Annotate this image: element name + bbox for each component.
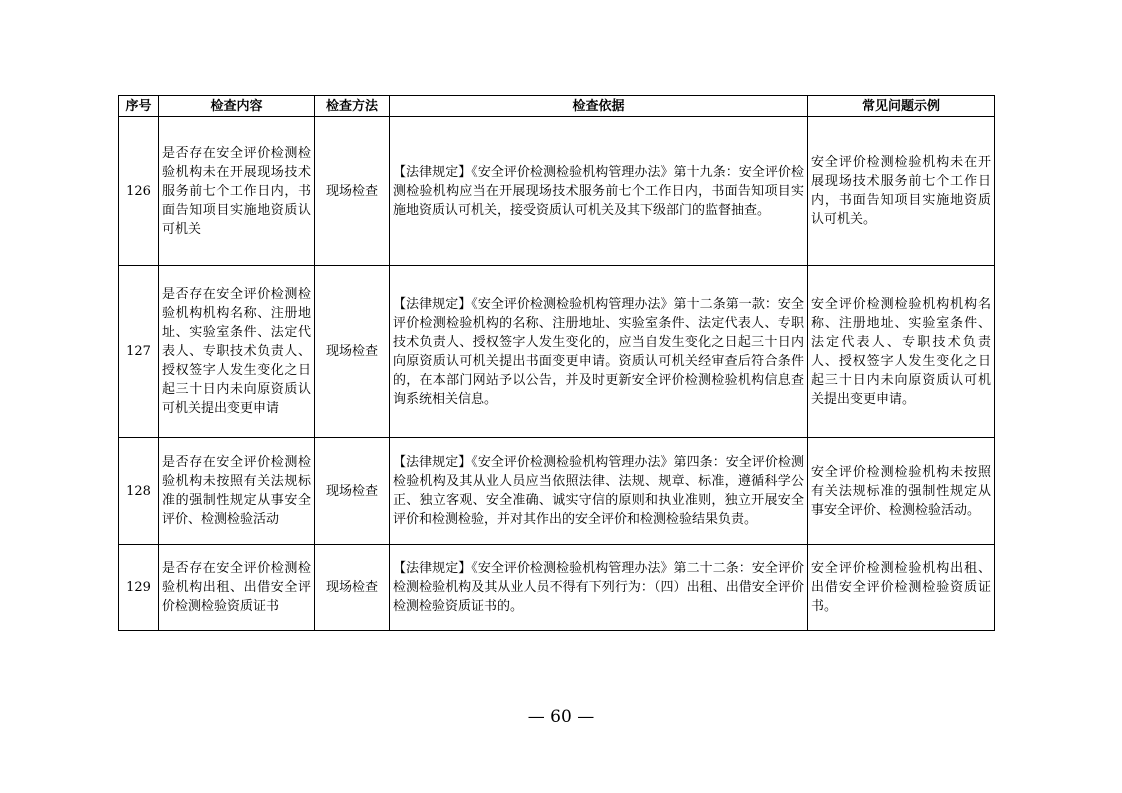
row-inspection-content: 是否存在安全评价检测检验机构未在开展现场技术服务前七个工作日内，书面告知项目实施地资质认可机关 [159,117,315,266]
table-row [119,266,995,438]
row-common-issue: 安全评价检测检验机构机构名称、注册地址、实验室条件、法定代表人、专职技术负责人、授权签字人发生变化之日起三十日内未向原资质认可机关提出变更申请。 [808,266,995,438]
row-inspection-basis: 【法律规定】《安全评价检测检验机构管理办法》第二十二条：安全评价检测检验机构及其从业人员不得有下列行为：（四）出租、出借安全评价检测检验资质证书的。 [390,545,808,631]
inspection-table [118,95,995,631]
row-inspection-basis: 【法律规定】《安全评价检测检验机构管理办法》第四条：安全评价检测检验机构及其从业人员应当依照法律、法规、规章、标准，遵循科学公正、独立客观、安全准确、诚实守信的原则和执业准则，独立开展安全评价和检测检验，并对其作出的安全评价和检测检验结果负责。 [390,438,808,545]
row-inspection-content: 是否存在安全评价检测检验机构机构名称、注册地址、实验室条件、法定代表人、专职技术负责人、授权签字人发生变化之日起三十日内未向原资质认可机关提出变更申请 [159,266,315,438]
row-inspection-basis: 【法律规定】《安全评价检测检验机构管理办法》第十二条第一款：安全评价检测检验机构的名称、注册地址、实验室条件、法定代表人、专职技术负责人、授权签字人发生变化的，应当自发生变化之日起三十日内向原资质认可机关提出书面变更申请。资质认可机关经审查后符合条件的，在本部门网站予以公告，并及时更新安全评价检测检验机构信息查询系统相关信息。 [390,266,808,438]
row-serial-number: 126 [119,117,159,266]
header-inspection-content: 检查内容 [159,96,315,117]
row-serial-number: 127 [119,266,159,438]
row-inspection-method: 现场检查 [315,266,390,438]
table-row [119,545,995,631]
header-serial-number: 序号 [119,96,159,117]
row-common-issue: 安全评价检测检验机构未在开展现场技术服务前七个工作日内，书面告知项目实施地资质认可机关。 [808,117,995,266]
row-inspection-content: 是否存在安全评价检测检验机构出租、出借安全评价检测检验资质证书 [159,545,315,631]
table-row [119,117,995,266]
row-inspection-content: 是否存在安全评价检测检验机构未按照有关法规标准的强制性规定从事安全评价、检测检验活动 [159,438,315,545]
header-inspection-basis: 检查依据 [390,96,808,117]
header-common-issue-examples: 常见问题示例 [808,96,995,117]
row-inspection-method: 现场检查 [315,117,390,266]
row-common-issue: 安全评价检测检验机构未按照有关法规标准的强制性规定从事安全评价、检测检验活动。 [808,438,995,545]
table-header-row [119,96,995,117]
page-number: — 60 — [527,707,595,727]
row-serial-number: 129 [119,545,159,631]
row-serial-number: 128 [119,438,159,545]
row-inspection-method: 现场检查 [315,438,390,545]
header-inspection-method: 检查方法 [315,96,390,117]
row-inspection-basis: 【法律规定】《安全评价检测检验机构管理办法》第十九条：安全评价检测检验机构应当在开展现场技术服务前七个工作日内，书面告知项目实施地资质认可机关，接受资质认可机关及其下级部门的监督抽查。 [390,117,808,266]
row-inspection-method: 现场检查 [315,545,390,631]
row-common-issue: 安全评价检测检验机构出租、出借安全评价检测检验资质证书。 [808,545,995,631]
table-row [119,438,995,545]
